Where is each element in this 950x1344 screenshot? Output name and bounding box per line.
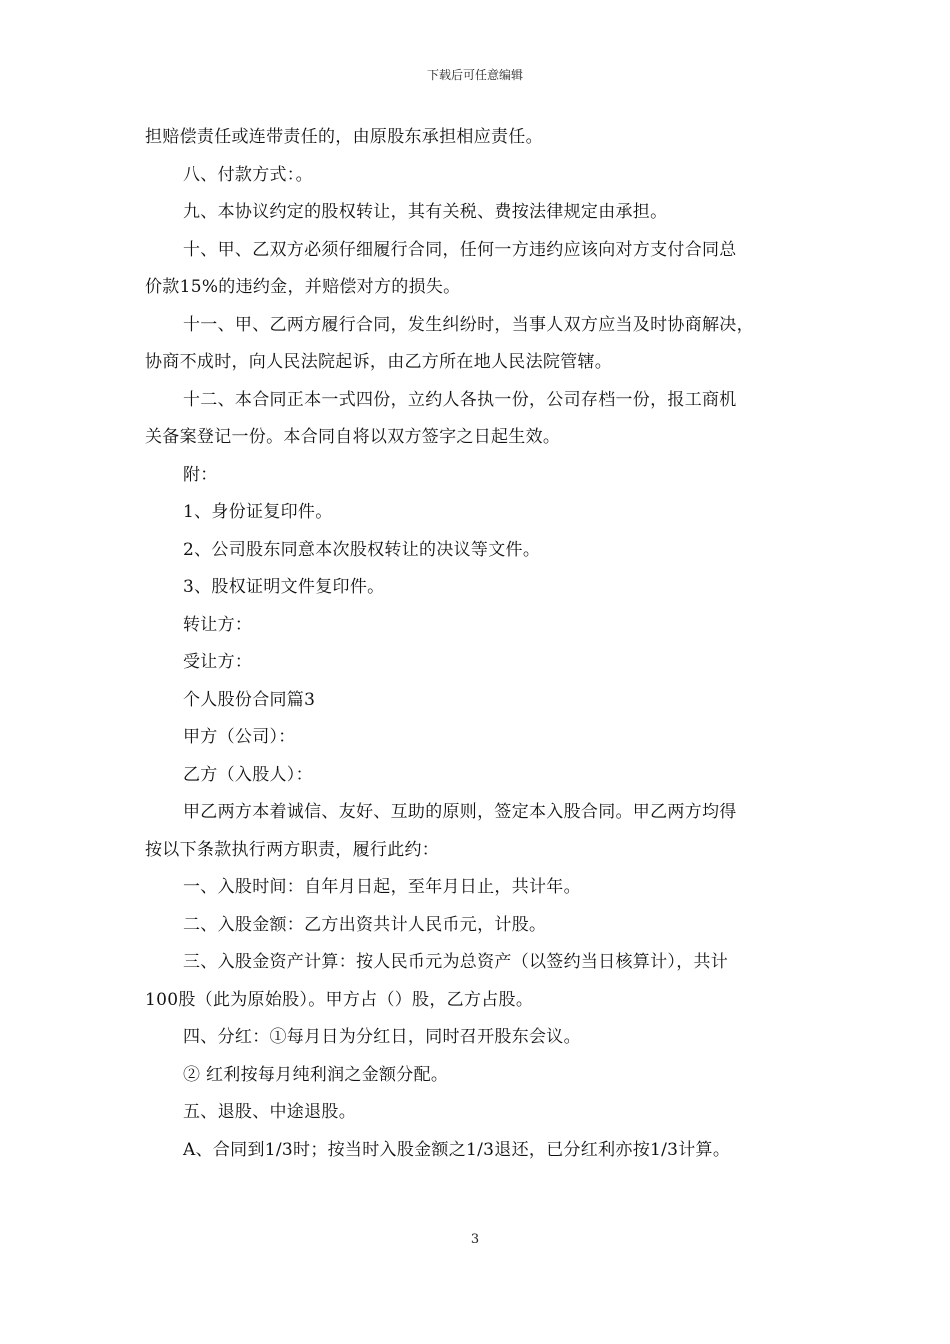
text-line: 十、甲、乙双方必须仔细履行合同，任何一方违约应该向对方支付合同总 xyxy=(183,239,737,260)
text-line: 乙方（入股人）： xyxy=(183,764,313,785)
text-line: 按以下条款执行两方职责，履行此约： xyxy=(145,839,440,860)
text-line: 2、公司股东同意本次股权转让的决议等文件。 xyxy=(183,539,541,560)
text-line: 一、入股时间：自年月日起，至年月日止，共计年。 xyxy=(183,877,581,897)
text-line: 协商不成时，向人民法院起诉，由乙方所在地人民法院管辖。 xyxy=(145,352,613,372)
page-number: 3 xyxy=(470,1232,480,1247)
text-line: 100股（此为原始股）。甲方占（）股，乙方占股。 xyxy=(145,989,534,1010)
text-line: 转让方： xyxy=(183,614,253,635)
text-line: 十一、甲、乙两方履行合同，发生纠纷时，当事人双方应当及时协商解决， xyxy=(183,314,754,335)
text-line: 八、付款方式：。 xyxy=(183,164,313,185)
text-line: 甲方（公司）： xyxy=(183,727,296,747)
text-line: 附： xyxy=(183,464,218,485)
text-line: 担赔偿责任或连带责任的，由原股东承担相应责任。 xyxy=(145,127,543,147)
text-line: 受让方： xyxy=(183,652,253,672)
text-line: 1、身份证复印件。 xyxy=(183,502,333,522)
text-line: 3、股权证明文件复印件。 xyxy=(183,577,385,597)
text-line: 十二、本合同正本一式四份，立约人各执一份，公司存档一份，报工商机 xyxy=(183,389,737,410)
text-line: 五、退股、中途退股。 xyxy=(183,1102,356,1122)
text-line: A、合同到1/3时；按当时入股金额之1/3退还，已分红利亦按1/3计算。 xyxy=(183,1139,731,1160)
text-line: 二、入股金额：乙方出资共计人民币元，计股。 xyxy=(183,914,547,935)
text-line: 三、入股金资产计算：按人民币元为总资产（以签约当日核算计），共计 xyxy=(183,952,729,972)
document-body xyxy=(145,119,810,1169)
text-line: ② 红利按每月纯利润之金额分配。 xyxy=(183,1064,449,1085)
text-line: 关备案登记一份。本合同自将以双方签字之日起生效。 xyxy=(145,427,561,447)
text-line: 九、本协议约定的股权转让，其有关税、费按法律规定由承担。 xyxy=(183,202,668,222)
text-line: 价款15%的违约金，并赔偿对方的损失。 xyxy=(145,277,461,297)
page-header: 下载后可任意编辑 xyxy=(426,68,523,82)
section-heading: 个人股份合同篇3 xyxy=(183,689,316,710)
text-line: 四、分红：①每月日为分红日，同时召开股东会议。 xyxy=(183,1027,581,1047)
text-line: 甲乙两方本着诚信、友好、互助的原则，签定本入股合同。甲乙两方均得 xyxy=(183,802,737,822)
